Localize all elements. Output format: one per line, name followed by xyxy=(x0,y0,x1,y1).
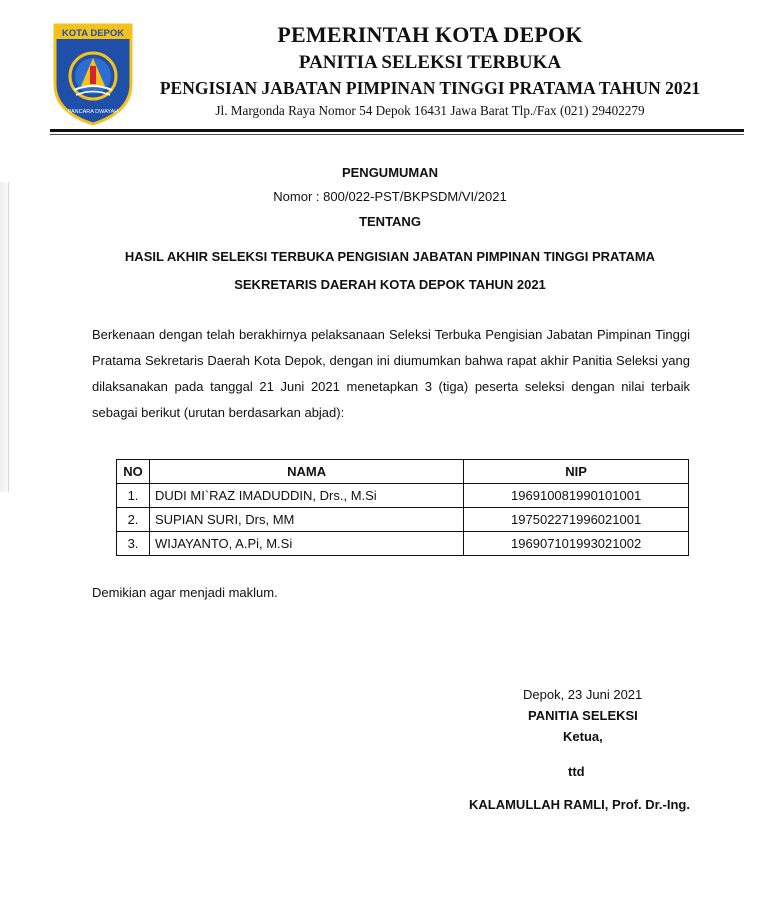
header-nama: NAMA xyxy=(149,460,463,484)
signature-role: Ketua, xyxy=(563,729,603,744)
letterhead xyxy=(140,20,720,121)
letterhead-line2: PANITIA SELEKSI TERBUKA xyxy=(298,52,562,73)
signature-ttd: ttd xyxy=(568,764,585,779)
announcement-subject-line2: SEKRETARIS DAERAH KOTA DEPOK TAHUN 2021 xyxy=(234,277,546,292)
table-row xyxy=(117,508,689,532)
signature-committee: PANITIA SELEKSI xyxy=(528,708,638,723)
signature-place-date: Depok, 23 Juni 2021 xyxy=(523,687,643,702)
letterhead-address: Jl. Margonda Raya Nomor 54 Depok 16431 Jawa Barat Tlp./Fax (021) 29402279 xyxy=(215,103,645,118)
cell-nama: SUPIAN SURI, Drs, MM xyxy=(149,508,463,532)
cell-no: 2. xyxy=(117,508,150,532)
table-row xyxy=(117,532,689,556)
cell-nama: WIJAYANTO, A.Pi, M.Si xyxy=(149,532,463,556)
table-header-row xyxy=(117,460,689,484)
closing-sentence: Demikian agar menjadi maklum. xyxy=(92,585,278,600)
header-no: NO xyxy=(117,460,150,484)
cell-nama: DUDI MI`RAZ IMADUDDIN, Drs., M.Si xyxy=(149,484,463,508)
cell-nip: 196907101993021002 xyxy=(464,532,689,556)
logo-text: KOTA DEPOK xyxy=(61,28,125,39)
letterhead-rule-thin xyxy=(50,134,744,135)
table-row xyxy=(117,484,689,508)
page-edge xyxy=(0,182,9,492)
announcement-about: TENTANG xyxy=(359,214,421,229)
letterhead-rule-thick xyxy=(50,129,744,132)
results-table xyxy=(116,459,689,556)
letterhead-line1: PEMERINTAH KOTA DEPOK xyxy=(277,22,583,47)
header-nip: NIP xyxy=(464,460,689,484)
logo-motto: PANCARA DWAYAH xyxy=(67,109,119,115)
cell-nip: 196910081990101001 xyxy=(464,484,689,508)
announcement-subject-line1: HASIL AKHIR SELEKSI TERBUKA PENGISIAN JABATAN PIMPINAN TINGGI PRATAMA xyxy=(124,249,656,264)
signature-name: KALAMULLAH RAMLI, Prof. Dr.-Ing. xyxy=(469,797,690,812)
cell-no: 3. xyxy=(117,532,150,556)
announcement-number: Nomor : 800/022-PST/BKPSDM/VI/2021 xyxy=(273,189,507,204)
announcement-title: PENGUMUMAN xyxy=(341,165,439,180)
body-paragraph: Berkenaan dengan telah berakhirnya pelaksanaan Seleksi Terbuka Pengisian Jabatan Pimpinan Tinggi Pratama Sekretaris Daerah Kota Depok, dengan ini diumumkan bahwa rapat akhir Panitia Seleksi yang dilaksanakan pada tanggal 21 Juni 2021 menetapkan 3 (tiga) peserta seleksi dengan nilai terbaik sebagai berikut (urutan berdasarkan abjad): xyxy=(92,327,690,420)
letterhead-line3: PENGISIAN JABATAN PIMPINAN TINGGI PRATAMA TAHUN 2021 xyxy=(159,78,701,98)
cell-no: 1. xyxy=(117,484,150,508)
kota-depok-logo xyxy=(52,22,134,126)
cell-nip: 197502271996021001 xyxy=(464,508,689,532)
